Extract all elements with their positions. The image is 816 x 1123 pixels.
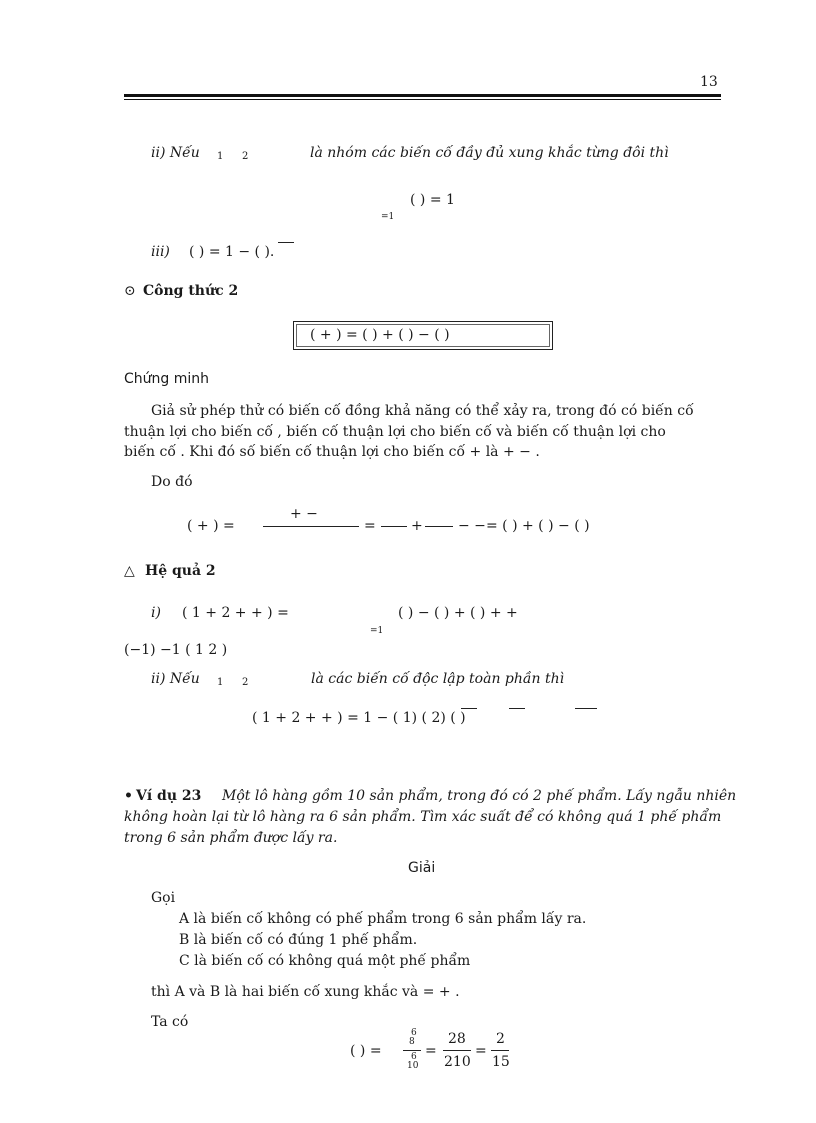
page-number: 13 bbox=[700, 74, 718, 90]
example-text-2: không hoàn lại từ lô hàng ra 6 sản phẩm. Tìm xác suất để có không quá 1 phế phẩm bbox=[124, 809, 722, 825]
corollary2-ii-label: ii) Nếu bbox=[151, 671, 200, 687]
corollary2-i-index: =1 bbox=[370, 626, 384, 636]
proof-eq-mid: = bbox=[364, 518, 376, 534]
frac1-num-sub: 8 bbox=[409, 1037, 415, 1047]
frac-eq-2: = bbox=[475, 1043, 487, 1059]
solution-c: C là biến cố có không quá một phế phẩm bbox=[179, 953, 471, 969]
proof-eq-minus: − − bbox=[458, 518, 486, 534]
frac3-num: 2 bbox=[496, 1031, 505, 1047]
frac1-den-sub: 10 bbox=[407, 1061, 419, 1071]
proof-frac-line-1 bbox=[263, 526, 359, 527]
example-label: Ví dụ 23 bbox=[136, 788, 202, 804]
corollary2-icon: △ bbox=[124, 563, 135, 579]
solution-heading: Giải bbox=[408, 860, 436, 876]
frac2-num: 28 bbox=[448, 1031, 466, 1047]
header-rule-thin bbox=[124, 99, 721, 100]
overline-complement bbox=[278, 242, 294, 243]
frac1-den-sup: 6 bbox=[411, 1052, 417, 1062]
proof-line1: Giả sử phép thử có biến cố đồng khả năng có thể xảy ra, trong đó có biến cố bbox=[151, 403, 694, 419]
item-ii-text: là nhóm các biến cố đầy đủ xung khắc từng đôi thì bbox=[310, 145, 669, 161]
proof-do-do: Do đó bbox=[151, 474, 193, 490]
proof-eq-right: = ( ) + ( ) − ( ) bbox=[486, 518, 590, 534]
corollary2-ii-sub1: 1 bbox=[217, 677, 224, 688]
item-iii-formula: ( ) = 1 − ( ). bbox=[189, 244, 275, 260]
item-ii-label: ii) Nếu bbox=[151, 145, 200, 161]
proof-eq-plus: + bbox=[411, 518, 423, 534]
formula2-heading: Công thức 2 bbox=[143, 283, 239, 299]
corollary2-i-formula-a: ( 1 + 2 + + ) = bbox=[182, 605, 289, 621]
frac1-line bbox=[403, 1050, 421, 1051]
proof-frac-line-3 bbox=[425, 526, 453, 527]
formula2-icon: ⊙ bbox=[124, 283, 136, 299]
corollary2-i-label: i) bbox=[151, 605, 161, 621]
corollary2-i-formula-b: ( ) − ( ) + ( ) + + bbox=[398, 605, 518, 621]
example-bullet: • bbox=[124, 788, 133, 804]
formula2-boxed: ( + ) = ( ) + ( ) − ( ) bbox=[310, 327, 450, 343]
corollary2-heading: Hệ quả 2 bbox=[145, 563, 216, 579]
proof-frac-line-2 bbox=[381, 526, 407, 527]
overline-an bbox=[575, 708, 597, 709]
sum-index: =1 bbox=[381, 212, 395, 222]
corollary2-ii-text: là các biến cố độc lập toàn phần thì bbox=[311, 671, 565, 687]
sum-equation: ( ) = 1 bbox=[410, 192, 455, 208]
proof-eq-left: ( + ) = bbox=[187, 518, 235, 534]
item-ii-sub1: 1 bbox=[217, 151, 224, 162]
corollary2-ii-sub2: 2 bbox=[242, 677, 249, 688]
overline-a2 bbox=[509, 708, 525, 709]
proof-line2: thuận lợi cho biến cố , biến cố thuận lợi cho biến cố và biến cố thuận lợi cho bbox=[124, 424, 666, 440]
item-iii-label: iii) bbox=[151, 244, 170, 260]
solution-a: A là biến cố không có phế phẩm trong 6 sản phẩm lấy ra. bbox=[179, 911, 587, 927]
solution-b: B là biến cố có đúng 1 phế phẩm. bbox=[179, 932, 418, 948]
proof-eq-num: + − bbox=[290, 506, 318, 522]
frac2-den: 210 bbox=[444, 1054, 471, 1070]
frac3-den: 15 bbox=[492, 1054, 510, 1070]
solution-thi: thì A và B là hai biến cố xung khắc và = + . bbox=[151, 984, 460, 1000]
solution-ta-co: Ta có bbox=[151, 1014, 189, 1030]
solution-p-left: ( ) = bbox=[350, 1043, 382, 1059]
example-text-3: trong 6 sản phẩm được lấy ra. bbox=[124, 830, 338, 846]
header-rule-thick bbox=[124, 94, 721, 97]
frac1-num-sup: 6 bbox=[411, 1028, 417, 1038]
item-ii-sub2: 2 bbox=[242, 151, 249, 162]
example-text-1: Một lô hàng gồm 10 sản phẩm, trong đó có 2 phế phẩm. Lấy ngẫu nhiên bbox=[222, 788, 737, 804]
frac2-line bbox=[443, 1050, 471, 1051]
overline-a1 bbox=[461, 708, 477, 709]
frac-eq-1: = bbox=[425, 1043, 437, 1059]
proof-heading: Chứng minh bbox=[124, 371, 210, 387]
corollary2-ii-formula: ( 1 + 2 + + ) = 1 − ( 1) ( 2) ( ) bbox=[252, 710, 466, 726]
solution-goi: Gọi bbox=[151, 890, 176, 906]
proof-line3: biến cố . Khi đó số biến cố thuận lợi cho biến cố + là + − . bbox=[124, 444, 540, 460]
corollary2-i-cont: (−1) −1 ( 1 2 ) bbox=[124, 642, 228, 658]
frac3-line bbox=[491, 1050, 509, 1051]
